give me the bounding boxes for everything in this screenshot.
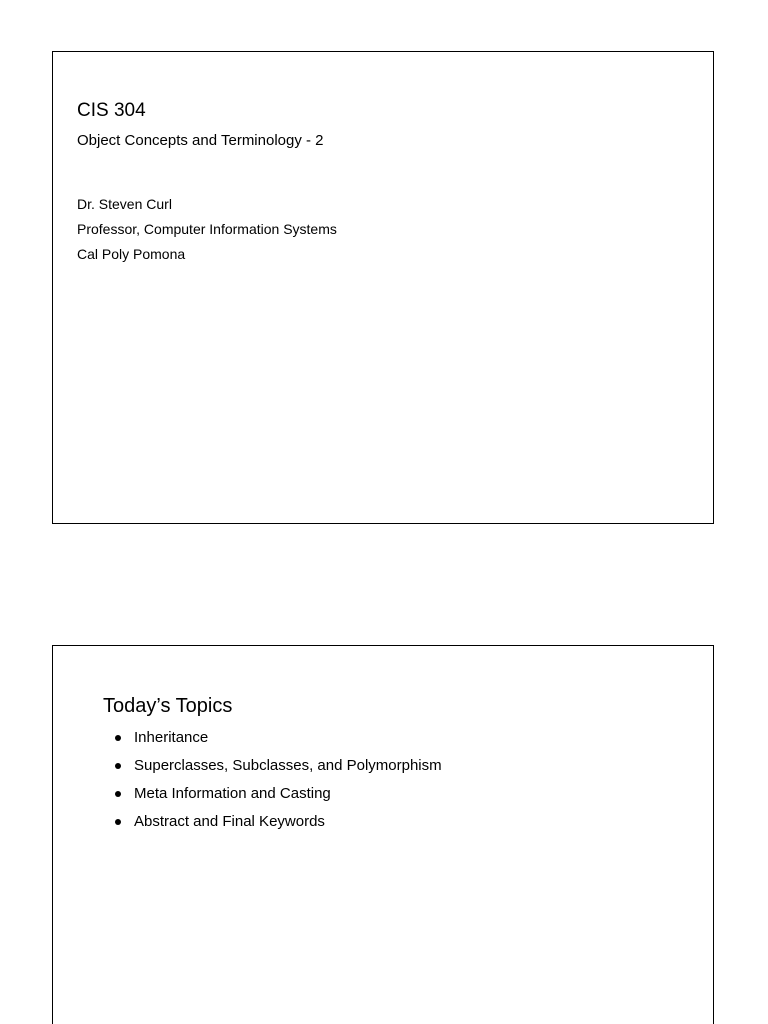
bullet-icon <box>115 763 121 769</box>
slide-1-title: CIS 304 <box>77 100 146 121</box>
topic-label: Abstract and Final Keywords <box>134 813 325 830</box>
list-item <box>113 808 442 836</box>
topic-label: Superclasses, Subclasses, and Polymorphism <box>134 757 442 774</box>
list-item <box>113 752 442 780</box>
bullet-icon <box>115 735 121 741</box>
topic-label: Meta Information and Casting <box>134 785 331 802</box>
bullet-icon <box>115 819 121 825</box>
list-item <box>113 780 442 808</box>
author-institution: Cal Poly Pomona <box>77 246 186 262</box>
slide-1-subtitle: Object Concepts and Terminology - 2 <box>77 132 324 149</box>
author-position: Professor, Computer Information Systems <box>77 221 337 237</box>
topics-list <box>113 724 442 836</box>
slide-topics <box>52 645 714 1024</box>
list-item <box>113 724 442 752</box>
author-name: Dr. Steven Curl <box>77 196 172 212</box>
slide-title <box>52 51 714 524</box>
topic-label: Inheritance <box>134 729 209 746</box>
author-info <box>77 192 337 267</box>
bullet-icon <box>115 791 121 797</box>
slide-2-title: Today’s Topics <box>103 695 233 717</box>
